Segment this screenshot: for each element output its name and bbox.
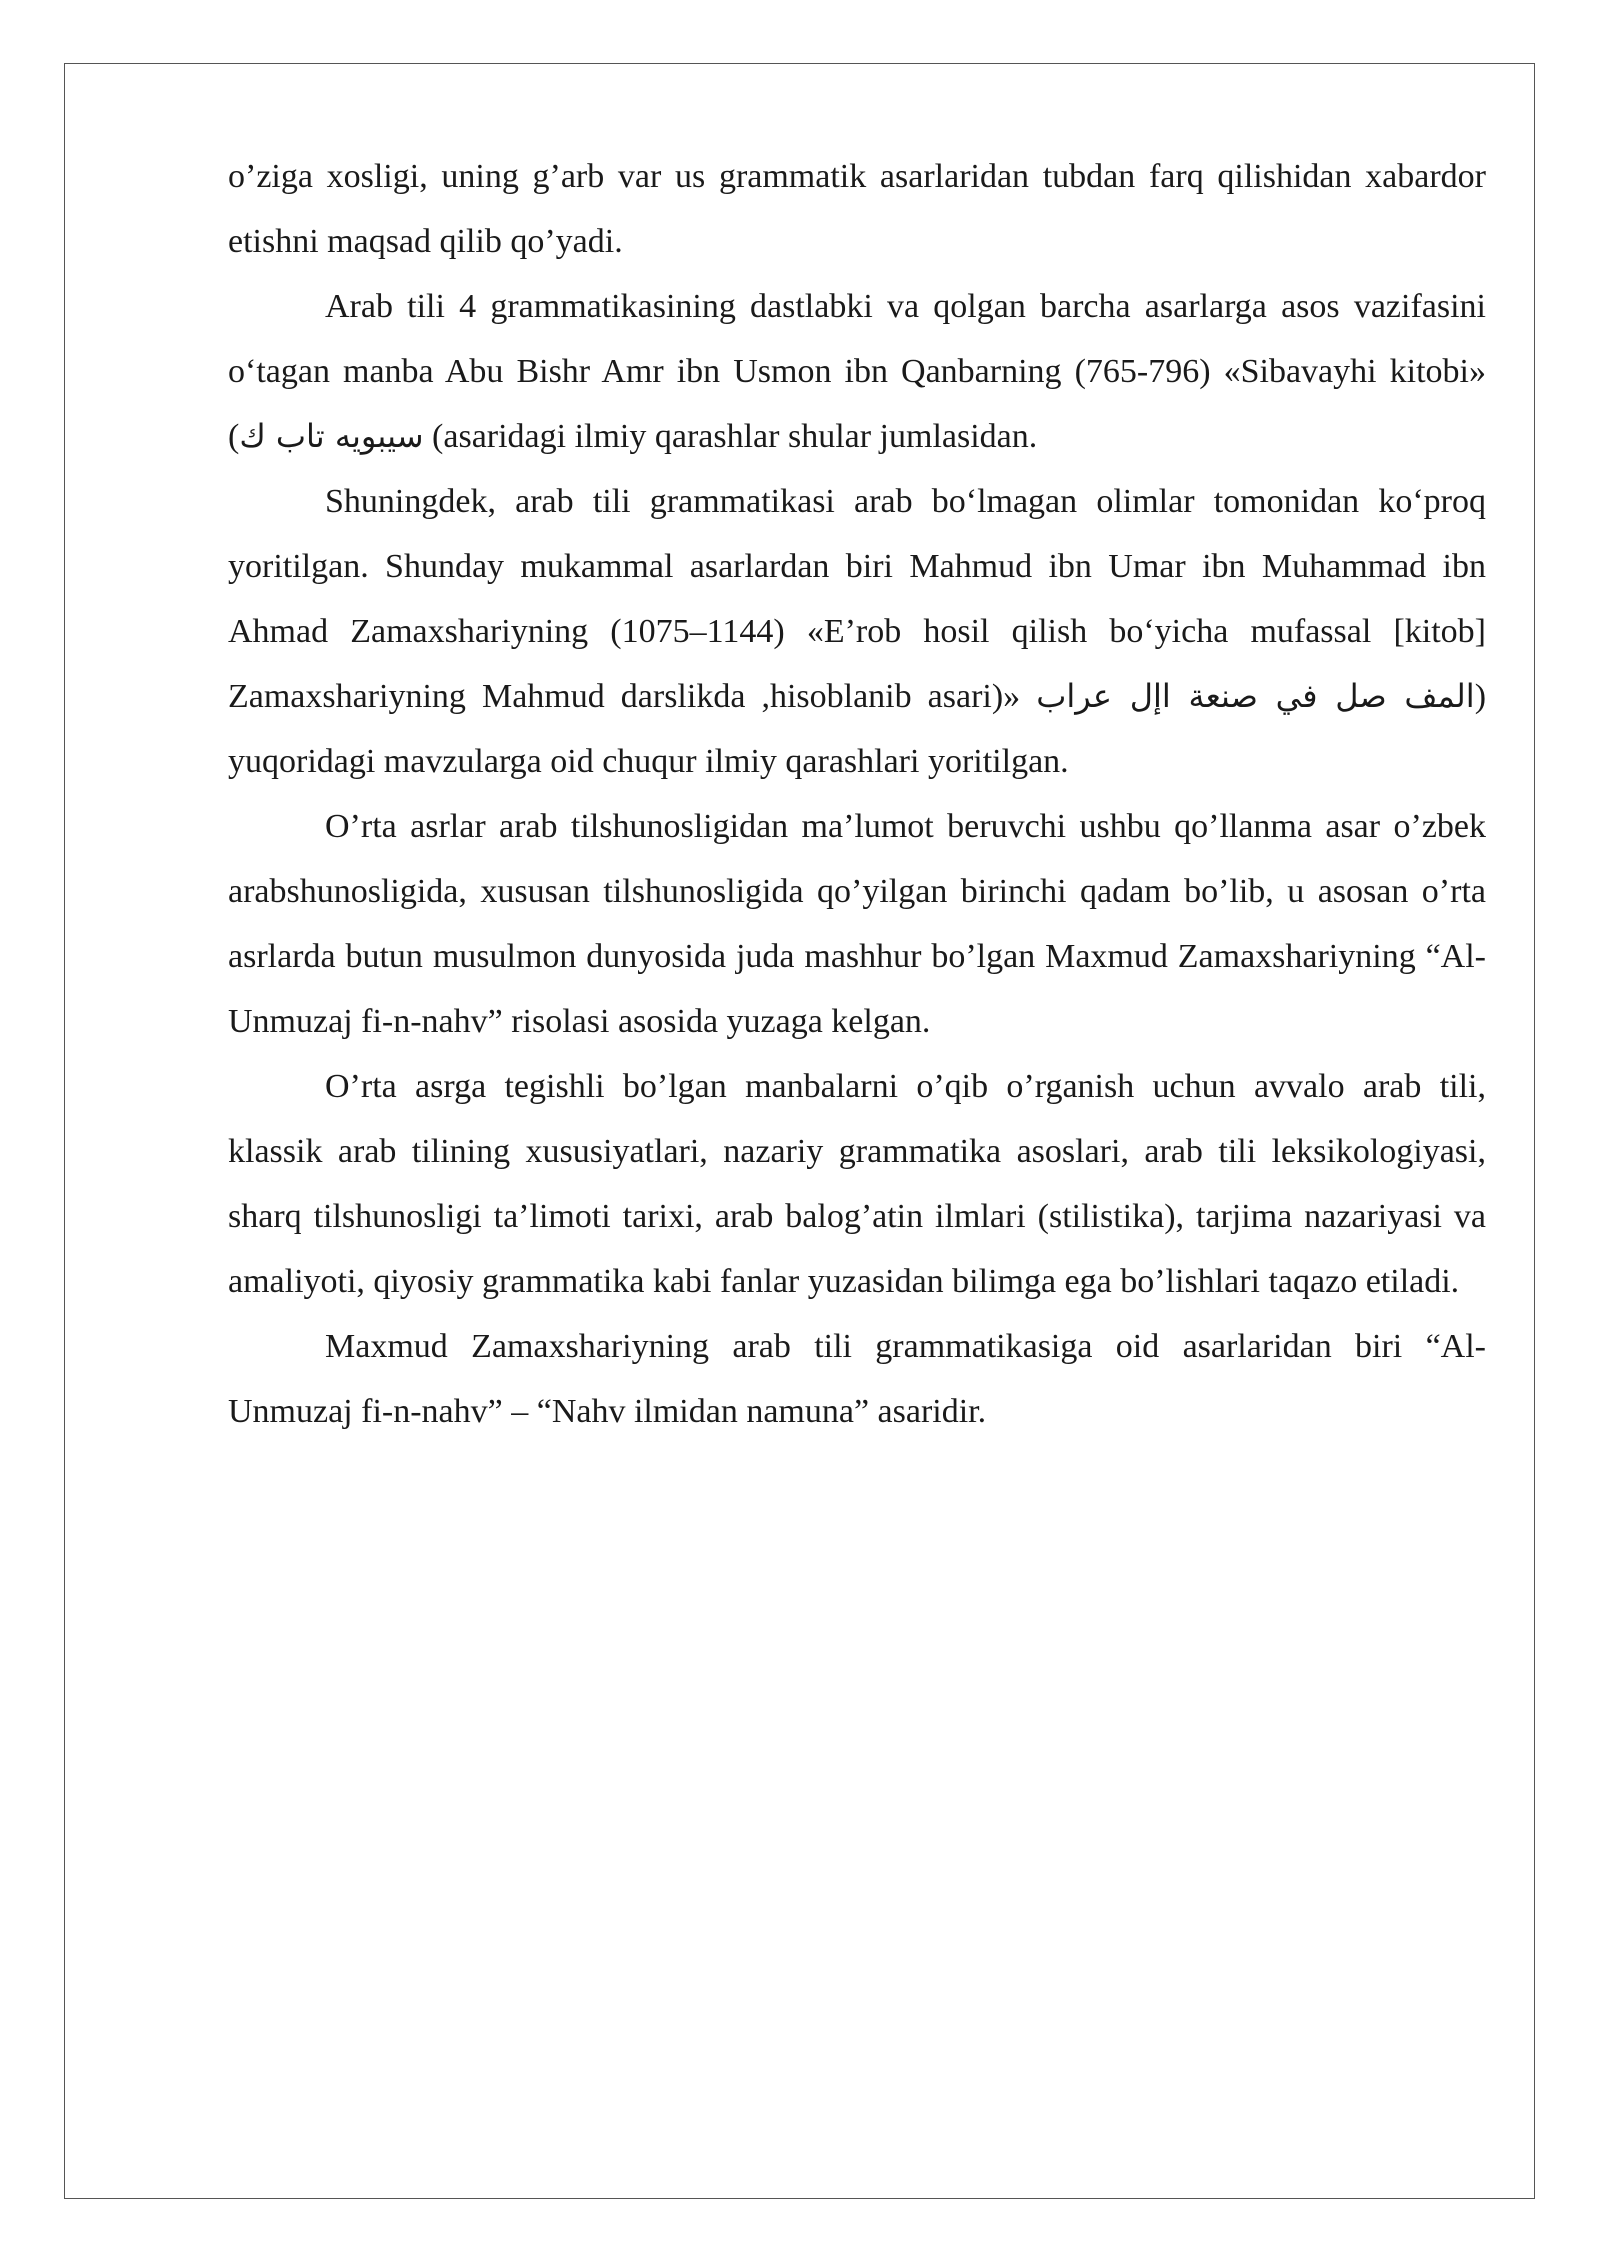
paragraph-unmuzaj: Maxmud Zamaxshariyning arab tili grammatikasiga oid asarlaridan biri “Al-Unmuzaj fi-n-nahv” – “Nahv ilmidan namuna” asaridir. (228, 1328, 1486, 1430)
arabic-title-mufassal: المف صل في صنعة اإل عراب (1036, 677, 1475, 715)
paragraph-manual: O’rta asrlar arab tilshunosligidan ma’lumot beruvchi ushbu qo’llanma asar o’zbek arabshunosligida, xususan tilshunosligida qo’yilgan birinchi qadam bo’lib, u asosan o’rta asrlarda butun musulmon dunyosida juda mashhur bo’lgan Maxmud Zamaxshariyning “Al-Unmuzaj fi-n-nahv” risolasi asosida yuzaga kelgan. (228, 808, 1486, 1040)
document-body (228, 144, 1486, 1444)
paragraph-text: ) yuqoridagi mavzularga oid chuqur ilmiy qarashlari yoritilgan. (228, 678, 1487, 780)
paragraph-zamaxshariy (228, 469, 1486, 794)
paragraph-sibavayhi (228, 274, 1486, 469)
paragraph-continuation: o’ziga xosligi, uning g’arb var us grammatik asarlaridan tubdan farq qilishidan xabardor etishni maqsad qilib qo’yadi. (228, 158, 1486, 260)
paragraph-text: Arab tili 4 grammatikasining dastlabki va qolgan barcha asarlarga asos vazifasini o‘tagan manba Abu Bishr Amr ibn Usmon ibn Qanbarning (765-796) «Sibavayhi kitobi» ( (228, 288, 1486, 455)
paragraph-text: (asaridagi ilmiy qarashlar shular jumlasidan. (423, 418, 1038, 455)
paragraph-text: Shuningdek, arab tili grammatikasi arab bo‘lmagan olimlar tomonidan ko‘proq yoritilgan. Shunday mukammal asarlardan biri Mahmud ibn Umar ibn Muhammad ibn Ahmad Zamaxshariyning (1075–1144) «E’rob hosil qilish bo‘yicha mufassal [kitob] Zamaxshariyning Mahmud darslikda ,hisoblanib asari)» (228, 483, 1486, 715)
arabic-title-sibavayhi: سيبويه تاب ك (239, 417, 424, 455)
paragraph-requirements: O’rta asrga tegishli bo’lgan manbalarni o’qib o’rganish uchun avvalo arab tili, klassik arab tilining xususiyatlari, nazariy grammatika asoslari, arab tili leksikologiyasi, sharq tilshunosligi ta’limoti tarixi, arab balog’atin ilmlari (stilistika), tarjima nazariyasi va amaliyoti, qiyosiy grammatika kabi fanlar yuzasidan bilimga ega bo’lishlari taqazo etiladi. (228, 1068, 1486, 1300)
